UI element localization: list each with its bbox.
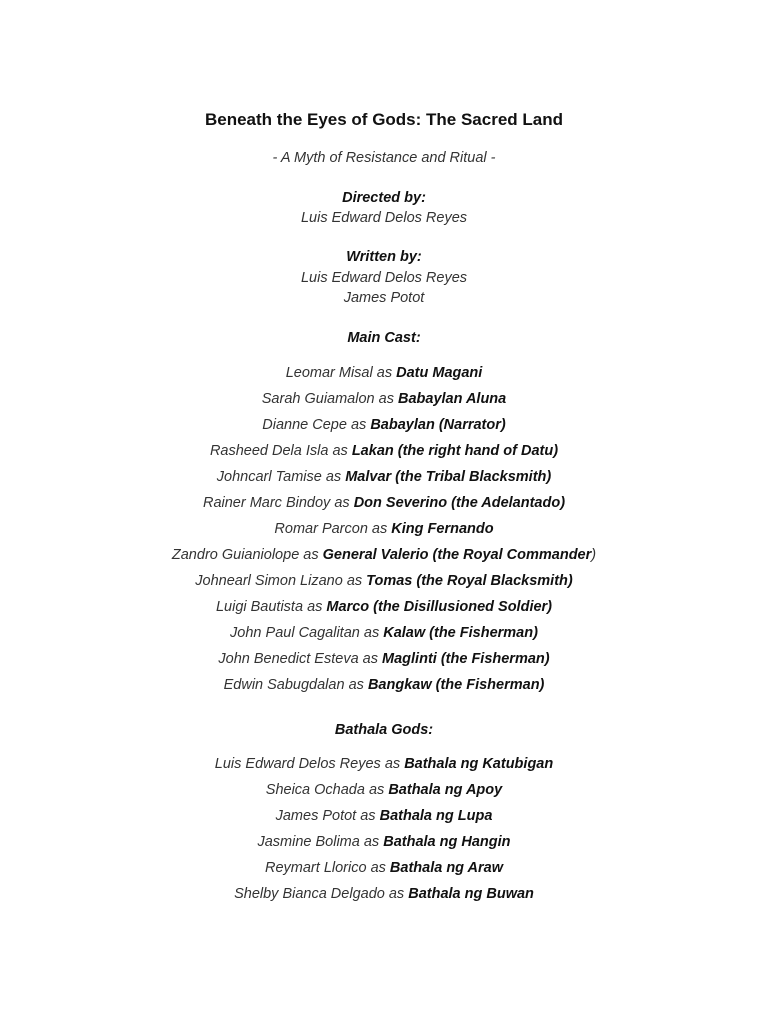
- cast-role: Datu Magani: [396, 365, 483, 381]
- cast-role: Tomas (the Royal Blacksmith): [366, 573, 573, 589]
- writer-name: Luis Edward Delos Reyes: [300, 270, 468, 286]
- cast-actor: Johnearl Simon Lizano: [195, 573, 343, 589]
- cast-actor: Jasmine Bolima: [257, 834, 360, 850]
- cast-role-tail: ): [591, 547, 597, 563]
- cast-connector: as: [348, 677, 364, 693]
- cast-actor: Shelby Bianca Delgado: [234, 886, 385, 902]
- cast-entry: [0, 886, 768, 902]
- cast-connector: as: [325, 469, 342, 485]
- cast-role: Bathala ng Buwan: [408, 886, 534, 902]
- cast-entry: [0, 391, 768, 407]
- cast-entry: [0, 469, 768, 485]
- cast-connector: as: [368, 782, 385, 798]
- cast-connector: as: [332, 443, 348, 459]
- document-subtitle: - A Myth of Resistance and Ritual -: [272, 150, 496, 166]
- cast-entry: [0, 443, 768, 459]
- cast-role: Don Severino (the Adelantado): [353, 495, 566, 511]
- cast-connector: as: [363, 834, 380, 850]
- cast-role: Bathala ng Araw: [389, 860, 503, 876]
- cast-actor: Sheica Ochada: [265, 782, 365, 798]
- cast-entry: [0, 756, 768, 772]
- cast-role: Malvar (the Tribal Blacksmith): [345, 469, 552, 485]
- cast-actor: Romar Parcon: [274, 521, 368, 537]
- cast-connector: as: [384, 756, 401, 772]
- cast-connector: as: [360, 808, 376, 824]
- cast-entry: [0, 547, 768, 563]
- main-cast-heading: Main Cast:: [347, 330, 421, 346]
- cast-role: Bathala ng Lupa: [379, 808, 493, 824]
- written-heading: Written by:: [346, 249, 422, 265]
- document-title: Beneath the Eyes of Gods: The Sacred Land: [204, 110, 564, 129]
- cast-connector: as: [346, 573, 363, 589]
- cast-actor: Johncarl Tamise: [216, 469, 322, 485]
- cast-actor: Luis Edward Delos Reyes: [214, 756, 381, 772]
- cast-entry: [0, 808, 768, 824]
- bathala-gods-heading: Bathala Gods:: [334, 722, 434, 738]
- cast-connector: as: [363, 625, 380, 641]
- cast-actor: Rasheed Dela Isla: [209, 443, 329, 459]
- cast-role: General Valerio (the Royal Commander: [322, 547, 592, 563]
- cast-role: Babaylan (Narrator): [370, 417, 506, 433]
- cast-role: Bathala ng Apoy: [388, 782, 503, 798]
- cast-role: King Fernando: [391, 521, 494, 537]
- cast-entry: [0, 860, 768, 876]
- cast-entry: [0, 495, 768, 511]
- cast-connector: as: [350, 417, 367, 433]
- cast-role: Maglinti (the Fisherman): [382, 651, 550, 667]
- cast-connector: as: [307, 599, 323, 615]
- cast-entry: [0, 834, 768, 850]
- cast-actor: John Benedict Esteva: [218, 651, 359, 667]
- writer-name: James Potot: [343, 290, 425, 306]
- cast-role: Bangkaw (the Fisherman): [367, 677, 545, 693]
- cast-role: Bathala ng Katubigan: [404, 756, 554, 772]
- cast-connector: as: [362, 651, 378, 667]
- cast-actor: Reymart Llorico: [265, 860, 367, 876]
- director-name: Luis Edward Delos Reyes: [300, 210, 468, 226]
- cast-role: Marco (the Disillusioned Soldier): [326, 599, 553, 615]
- cast-actor: Luigi Bautista: [215, 599, 304, 615]
- cast-role: Kalaw (the Fisherman): [383, 625, 538, 641]
- cast-actor: Sarah Guiamalon: [261, 391, 375, 407]
- cast-entry: [0, 521, 768, 537]
- cast-role: Babaylan Aluna: [397, 391, 507, 407]
- cast-entry: [0, 677, 768, 693]
- cast-actor: John Paul Cagalitan: [230, 625, 360, 641]
- cast-entry: [0, 573, 768, 589]
- cast-entry: [0, 365, 768, 381]
- cast-connector: as: [378, 391, 394, 407]
- cast-connector: as: [334, 495, 350, 511]
- cast-entry: [0, 625, 768, 641]
- cast-entry: [0, 417, 768, 433]
- cast-actor: Rainer Marc Bindoy: [202, 495, 331, 511]
- cast-entry: [0, 651, 768, 667]
- cast-actor: Edwin Sabugdalan: [223, 677, 345, 693]
- cast-actor: Leomar Misal: [285, 365, 373, 381]
- cast-actor: Dianne Cepe: [262, 417, 347, 433]
- cast-connector: as: [370, 860, 386, 876]
- cast-role: Lakan (the right hand of Datu): [351, 443, 559, 459]
- cast-connector: as: [371, 521, 388, 537]
- cast-connector: as: [376, 365, 393, 381]
- cast-actor: James Potot: [275, 808, 357, 824]
- cast-entry: [0, 782, 768, 798]
- cast-connector: as: [388, 886, 405, 902]
- directed-heading: Directed by:: [342, 190, 426, 206]
- cast-connector: as: [303, 547, 319, 563]
- cast-actor: Zandro Guianiolope: [171, 547, 300, 563]
- cast-role: Bathala ng Hangin: [383, 834, 511, 850]
- cast-entry: [0, 599, 768, 615]
